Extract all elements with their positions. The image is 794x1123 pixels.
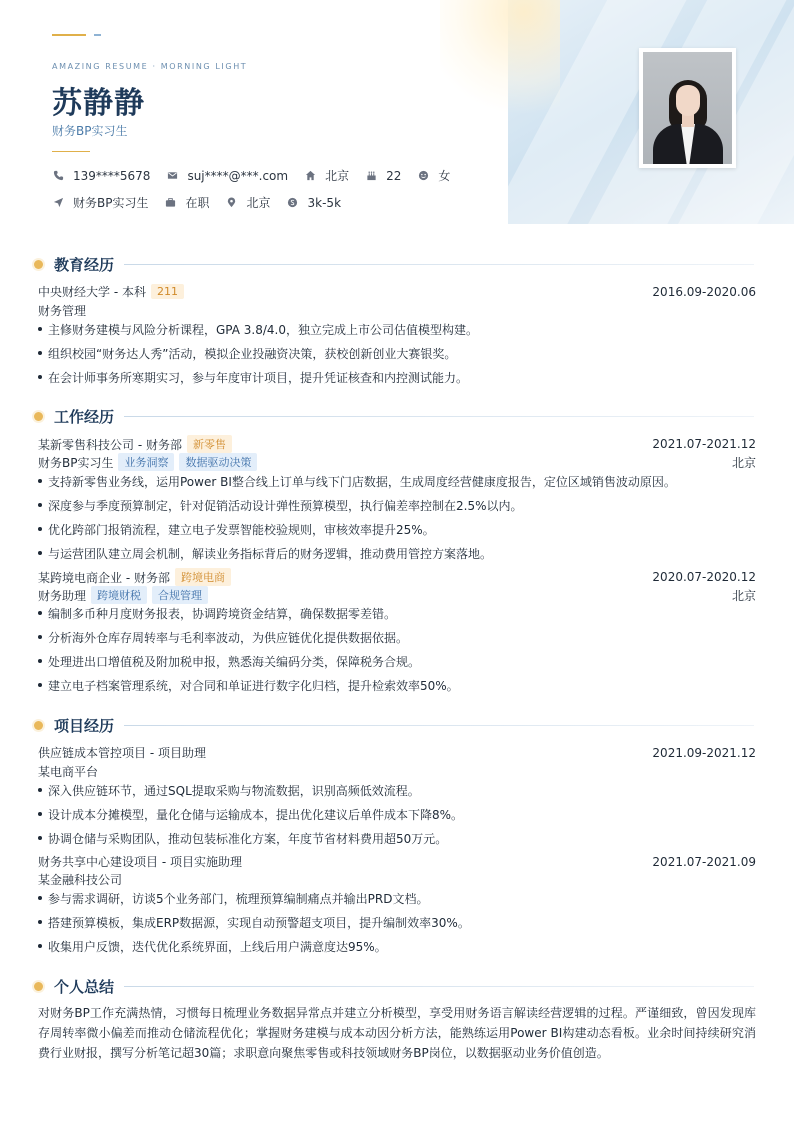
- list-item: 分析海外仓库存周转率与毛利率波动，为供应链优化提供数据依据。: [38, 629, 756, 646]
- list-item: 深入供应链环节，通过SQL提取采购与物流数据，识别高频低效流程。: [38, 782, 756, 799]
- list-item: 在会计师事务所寒期实习，参与年度审计项目，提升凭证核查和内控测试能力。: [38, 369, 756, 386]
- list-item: 支持新零售业务线，运用Power BI整合线上订单与线下门店数据，生成周度经营健康度报告，定位区域销售波动原因。: [38, 473, 756, 490]
- mail-icon: [166, 170, 178, 182]
- work-role-line: [38, 586, 756, 604]
- candidate-title: 财务BP实习生: [52, 124, 128, 138]
- list-item: 处理进出口增值税及附加税申报，熟悉海关编码分类，保障税务合规。: [38, 653, 756, 670]
- role-tag: 跨境财税: [91, 586, 147, 604]
- company-tag: 跨境电商: [175, 568, 231, 586]
- company-tag: 新零售: [187, 435, 232, 453]
- project-entry: [38, 853, 756, 870]
- summary-text: 对财务BP工作充满热情，习惯每日梳理业务数据异常点并建立分析模型，享受用财务语言解读经营逻辑的过程。严谨细致，曾因发现库存周转率微小偏差而推动仓储流程优化；掌握财务建模与成本动因分析方法，能熟练运用Power BI构建动态看板。业余时间持续研究消费行业财报，撰写分析笔记超30篇；求职意向聚焦零售或科技领域财务BP岗位，以数据驱动业务价值创造。: [38, 1006, 756, 1060]
- salary-value: 3k-5k: [307, 195, 342, 210]
- contact-city: [304, 167, 349, 184]
- phone-value: 139****5678: [73, 168, 151, 183]
- company-name: 某跨境电商企业 - 财务部: [38, 570, 170, 585]
- work-city: 北京: [731, 588, 756, 603]
- role-tag: 业务洞察: [118, 453, 174, 471]
- send-icon: [52, 197, 64, 209]
- intent-city: [226, 194, 271, 211]
- list-item: 搭建预算模板，集成ERP数据源，实现自动预警超支项目，提升编制效率30%。: [38, 914, 756, 931]
- list-item: 收集用户反馈，迭代优化系统界面，上线后用户满意度达95%。: [38, 938, 756, 955]
- section-work-header: [34, 406, 754, 427]
- company-name: 某新零售科技公司 - 财务部: [38, 437, 182, 452]
- age-value: 22: [386, 168, 402, 183]
- list-item: 参与需求调研，访谈5个业务部门，梳理预算编制痛点并输出PRD文档。: [38, 890, 756, 907]
- list-item: 与运营团队建立周会机制，解读业务指标背后的财务逻辑，推动费用管控方案落地。: [38, 545, 756, 562]
- work-role: 财务助理: [38, 588, 87, 603]
- smile-icon: [417, 170, 429, 182]
- intent-status: [164, 194, 209, 211]
- section-title: 个人总结: [54, 978, 115, 996]
- project-date: 2021.07-2021.09: [652, 854, 756, 869]
- education-date: 2016.09-2020.06: [652, 284, 756, 299]
- section-project-header: [34, 715, 754, 736]
- contact-email: [166, 169, 288, 183]
- briefcase-icon: [164, 197, 176, 209]
- phone-icon: [52, 170, 64, 182]
- section-rule: [124, 725, 754, 726]
- gender-value: 女: [438, 169, 451, 183]
- project-org: 某金融科技公司: [38, 873, 123, 887]
- section-education-header: [34, 254, 754, 275]
- project-entry: [38, 744, 756, 761]
- project-name: 供应链成本管控项目 - 项目助理: [38, 746, 206, 760]
- work-city: 北京: [731, 455, 756, 470]
- project-date: 2021.09-2021.12: [652, 745, 756, 760]
- work-entry: [38, 568, 756, 586]
- school-tag: 211: [151, 284, 184, 299]
- project-org: 某电商平台: [38, 765, 99, 779]
- status-value: 在职: [185, 196, 210, 210]
- position-value: 财务BP实习生: [73, 196, 149, 210]
- role-tag: 数据驱动决策: [179, 453, 257, 471]
- list-item: 建立电子档案管理系统，对合同和单证进行数字化归档，提升检索效率50%。: [38, 677, 756, 694]
- list-item: 编制多币种月度财务报表，协调跨境资金结算，确保数据零差错。: [38, 605, 756, 622]
- list-item: 设计成本分摊模型，量化仓储与运输成本，提出优化建议后单件成本下降8%。: [38, 806, 756, 823]
- morning-glow: [440, 0, 560, 120]
- project-org-line: [38, 871, 756, 888]
- work-entry: [38, 435, 756, 453]
- work-role-line: [38, 453, 756, 471]
- intent-city-value: 北京: [246, 196, 271, 210]
- contact-age: [365, 169, 401, 183]
- intent-salary: [287, 196, 342, 210]
- section-dot: [34, 721, 43, 730]
- list-item: 深度参与季度预算制定，针对促销活动设计弹性预算模型，执行偏差率控制在2.5%以内。: [38, 497, 756, 514]
- section-title: 项目经历: [54, 717, 115, 735]
- work-date: 2021.07-2021.12: [652, 437, 756, 451]
- school-name: 中央财经大学 - 本科: [38, 285, 146, 299]
- list-item: 优化跨部门报销流程，建立电子发票智能校验规则，审核效率提升25%。: [38, 521, 756, 538]
- title-underline: [52, 151, 90, 152]
- list-item: 协调仓储与采购团队，推动包装标准化方案，年度节省材料费用超50万元。: [38, 830, 756, 847]
- city-value: 北京: [325, 169, 350, 183]
- cake-icon: [365, 170, 377, 182]
- contact-phone: [52, 169, 150, 183]
- coin-icon: [287, 197, 299, 209]
- home-icon: [304, 170, 316, 182]
- section-rule: [124, 416, 754, 417]
- section-rule: [124, 264, 754, 265]
- education-entry: [38, 283, 756, 300]
- intent-row: [52, 194, 357, 211]
- resume-tagline: AMAZING RESUME · MORNING LIGHT: [52, 62, 248, 71]
- email-value: suj****@***.com: [187, 168, 289, 183]
- project-org-line: [38, 763, 756, 780]
- accent-line: [52, 34, 86, 36]
- profile-photo: [643, 52, 732, 164]
- education-major: 财务管理: [38, 304, 87, 318]
- section-dot: [34, 982, 43, 991]
- section-title: 教育经历: [54, 256, 115, 274]
- contact-gender: [417, 167, 450, 184]
- project-name: 财务共享中心建设项目 - 项目实施助理: [38, 855, 242, 869]
- section-title: 工作经历: [54, 408, 115, 426]
- section-dot: [34, 260, 43, 269]
- section-dot: [34, 412, 43, 421]
- accent-dash: [94, 34, 101, 36]
- work-date: 2020.07-2020.12: [652, 570, 756, 584]
- list-item: 组织校园“财务达人秀”活动，模拟企业投融资决策，获校创新创业大赛银奖。: [38, 345, 756, 362]
- section-rule: [124, 986, 754, 987]
- work-role: 财务BP实习生: [38, 455, 114, 470]
- role-tag: 合规管理: [152, 586, 208, 604]
- intent-position: [52, 194, 148, 211]
- list-item: 主修财务建模与风险分析课程，GPA 3.8/4.0，独立完成上市公司估值模型构建。: [38, 321, 756, 338]
- candidate-name: 苏静静: [52, 86, 145, 121]
- profile-photo-frame: [639, 48, 736, 168]
- education-major-line: [38, 302, 756, 319]
- contact-row: [52, 167, 466, 184]
- location-pin-icon: [226, 197, 238, 209]
- section-summary-header: [34, 976, 754, 997]
